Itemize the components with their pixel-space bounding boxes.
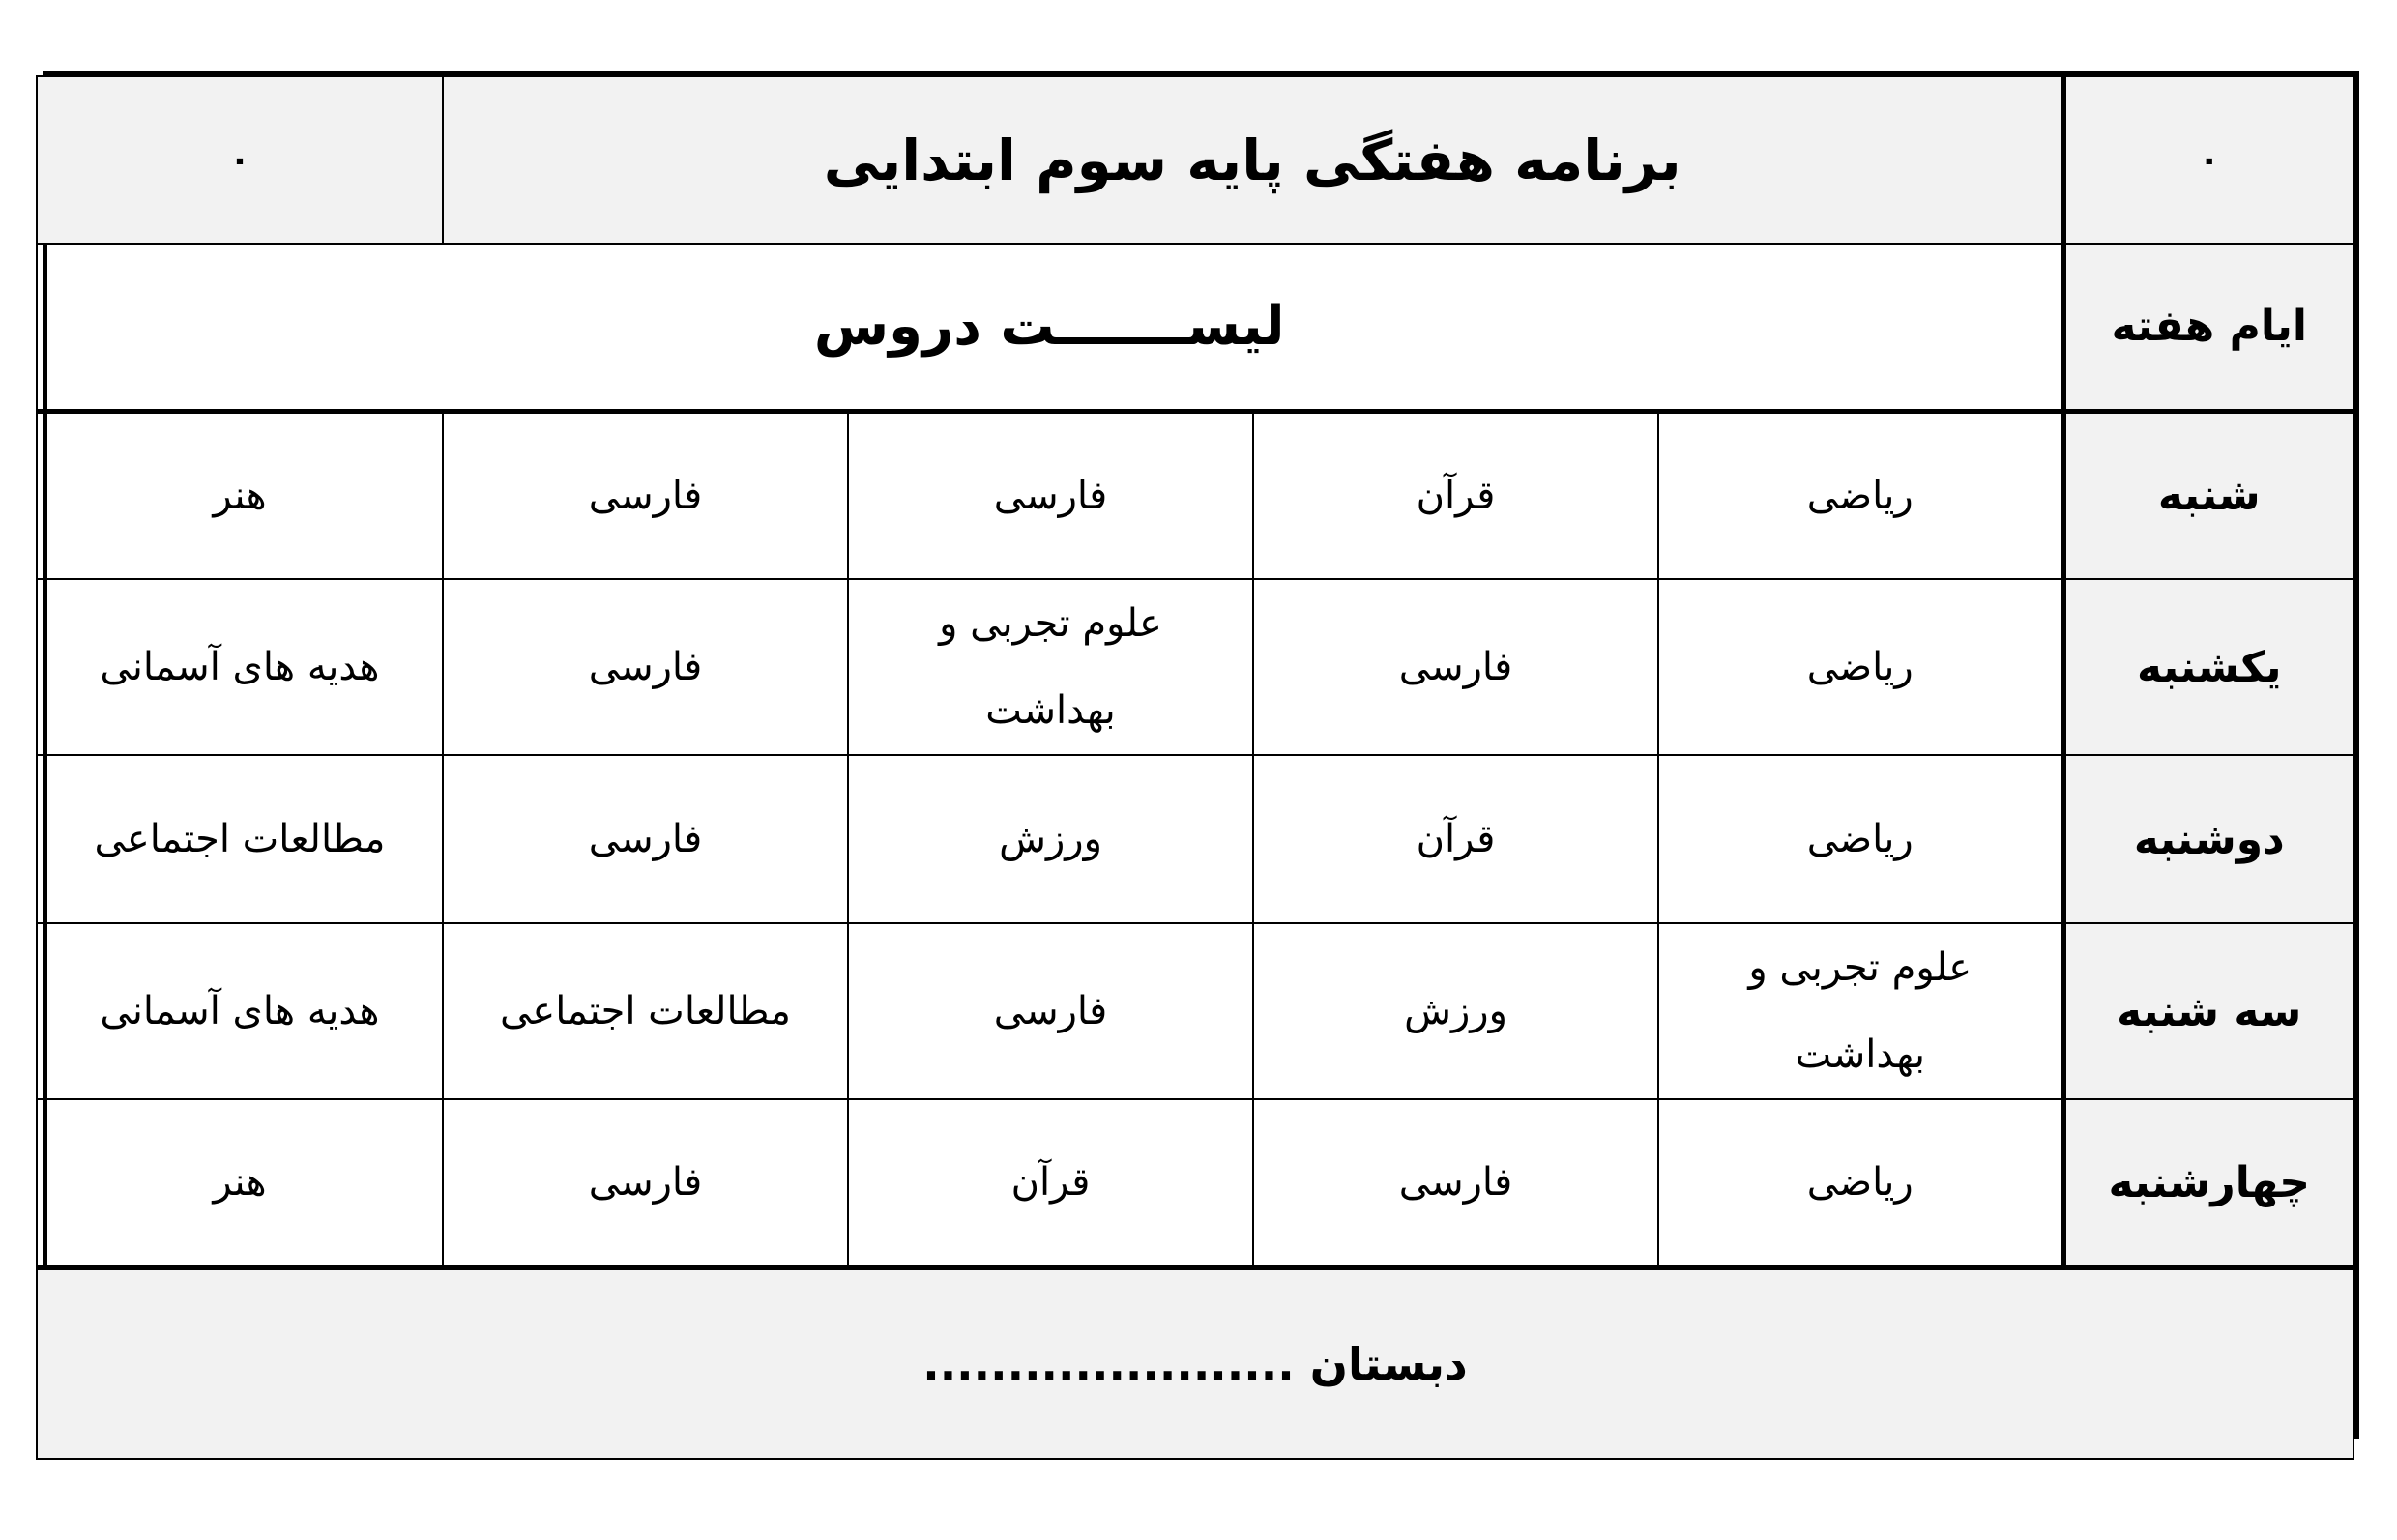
day-cell	[2063, 579, 2353, 755]
subject-cell	[37, 1099, 443, 1267]
subjects-header: لیســـــــت دروس	[813, 295, 1285, 359]
subject-name: ریاضی	[1806, 473, 1914, 518]
subject-name: فارسی	[1398, 645, 1513, 689]
day-cell	[2063, 1099, 2353, 1267]
subject-name: ریاضی	[1806, 817, 1914, 861]
corner-right-number: ۰	[2198, 140, 2220, 180]
subject-name: هنر	[213, 1160, 267, 1206]
day-name: شنبه	[2157, 471, 2261, 521]
subject-cell	[443, 1099, 848, 1267]
subject-cell	[848, 1099, 1253, 1267]
subject-cell	[1658, 1099, 2063, 1267]
day-name: یکشنبه	[2137, 642, 2282, 692]
corner-left-cell	[37, 76, 443, 244]
subject-name: قرآن	[1010, 1160, 1091, 1206]
subject-name: فارسی	[588, 473, 703, 518]
subject-name: ورزش	[1404, 989, 1507, 1033]
schedule-sheet	[43, 71, 2359, 1439]
subject-cell	[1658, 755, 2063, 923]
subjects-header-cell	[37, 244, 2063, 411]
table-row	[37, 579, 2353, 755]
subheader-row	[37, 244, 2353, 411]
footer-row	[37, 1267, 2353, 1459]
day-cell	[2063, 755, 2353, 923]
subject-cell	[443, 923, 848, 1099]
title-row	[37, 76, 2353, 244]
subject-name: قرآن	[1416, 473, 1496, 518]
subject-name: علوم تجربی و بهداشت	[939, 601, 1162, 733]
day-name: چهارشنبه	[2108, 1157, 2310, 1207]
subject-cell	[1253, 1099, 1658, 1267]
subject-cell	[848, 755, 1253, 923]
table-row	[37, 923, 2353, 1099]
subject-name: هدیه های آسمانی	[100, 989, 380, 1033]
subject-name: علوم تجربی و بهداشت	[1748, 945, 1973, 1077]
day-name: سه شنبه	[2117, 986, 2302, 1036]
subject-cell	[1253, 411, 1658, 579]
weekly-schedule-table	[36, 75, 2354, 1460]
school-cell	[37, 1267, 2353, 1459]
subject-cell	[1253, 579, 1658, 755]
subject-cell	[37, 923, 443, 1099]
subject-name: ریاضی	[1806, 645, 1914, 689]
day-name: دوشنبه	[2133, 814, 2285, 864]
table-row	[37, 755, 2353, 923]
subject-name: مطالعات اجتماعی	[500, 989, 791, 1033]
subject-cell	[1658, 923, 2063, 1099]
subject-name: فارسی	[588, 645, 703, 689]
subject-cell	[848, 579, 1253, 755]
subject-name: هنر	[213, 473, 267, 518]
days-header: ایام هفته	[2111, 302, 2307, 352]
subject-name: فارسی	[588, 1160, 703, 1206]
day-cell	[2063, 411, 2353, 579]
corner-right-cell	[2063, 76, 2353, 244]
days-header-cell	[2063, 244, 2353, 411]
subject-cell	[443, 755, 848, 923]
subject-cell	[443, 411, 848, 579]
subject-name: قرآن	[1416, 817, 1496, 861]
subject-name: فارسی	[1398, 1160, 1513, 1206]
title-cell	[443, 76, 2063, 244]
subject-cell	[848, 923, 1253, 1099]
subject-name: ورزش	[999, 817, 1102, 861]
subject-cell	[848, 411, 1253, 579]
subject-name: ریاضی	[1806, 1160, 1914, 1206]
subject-name: هدیه های آسمانی	[100, 645, 380, 689]
subject-cell	[37, 411, 443, 579]
page-title: برنامه هفتگی پایه سوم ابتدایی	[823, 127, 1681, 193]
subject-name: فارسی	[993, 989, 1108, 1033]
subject-cell	[1658, 579, 2063, 755]
subject-cell	[443, 579, 848, 755]
table-row	[37, 411, 2353, 579]
subject-name: فارسی	[993, 473, 1108, 518]
day-cell	[2063, 923, 2353, 1099]
subject-cell	[1658, 411, 2063, 579]
subject-cell	[37, 579, 443, 755]
subject-name: فارسی	[588, 817, 703, 861]
corner-left-number: ۰	[228, 140, 250, 180]
subject-name: مطالعات اجتماعی	[94, 817, 386, 861]
subject-cell	[37, 755, 443, 923]
school-name: دبستان ......................	[922, 1337, 1468, 1390]
table-row	[37, 1099, 2353, 1267]
subject-cell	[1253, 923, 1658, 1099]
subject-cell	[1253, 755, 1658, 923]
